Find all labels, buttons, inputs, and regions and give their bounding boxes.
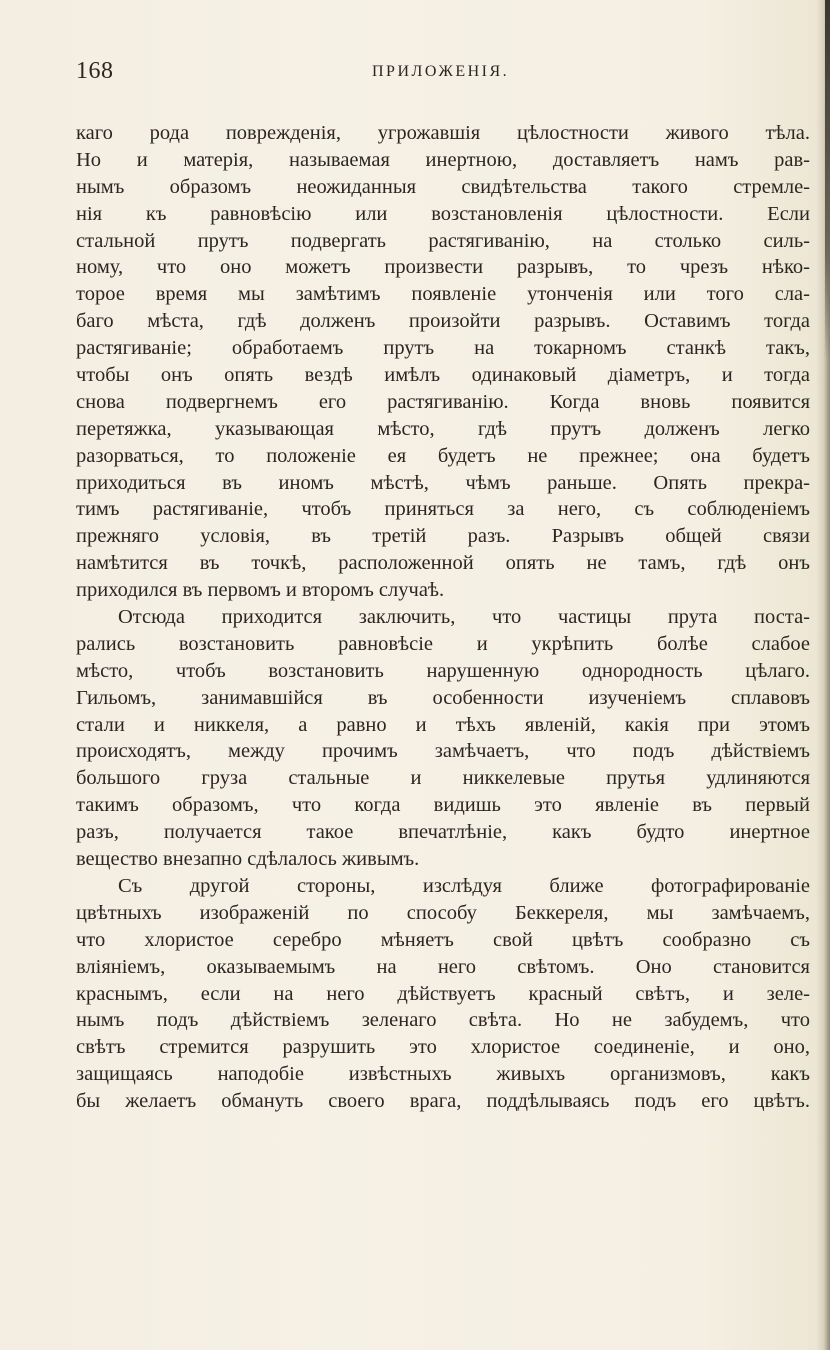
- text-line-paragraph-end: приходился въ первомъ и второмъ случаѣ.: [76, 579, 445, 602]
- text-line: нымъ образомъ неожиданныя свидѣтельства такого стремле-: [76, 175, 810, 198]
- text-line: разорваться, то положеніе ея будетъ не прежнее; она будетъ: [76, 444, 810, 467]
- body-text: [76, 120, 810, 1115]
- text-line: краснымъ, если на него дѣйствуетъ красный свѣтъ, и зеле-: [76, 982, 810, 1005]
- text-line-paragraph-start: Отсюда приходится заключить, что частицы прута поста-: [118, 606, 810, 629]
- text-line: тимъ растягиваніе, чтобъ приняться за него, съ соблюденіемъ: [76, 498, 810, 521]
- text-line: цвѣтныхъ изображеній по способу Беккереля, мы замѣчаемъ,: [76, 901, 810, 924]
- text-line: происходятъ, между прочимъ замѣчаетъ, что подъ дѣйствіемъ: [76, 740, 810, 763]
- text-line: чтобы онъ опять вездѣ имѣлъ одинаковый діаметръ, и тогда: [76, 364, 810, 387]
- text-line: такимъ образомъ, что когда видишь это явленіе въ первый: [76, 794, 810, 817]
- text-line: каго рода поврежденія, угрожавшія цѣлостности живого тѣла.: [76, 122, 810, 144]
- text-line: вліяніемъ, оказываемымъ на него свѣтомъ. Оно становится: [76, 955, 810, 978]
- text-line: приходиться въ иномъ мѣстѣ, чѣмъ раньше. Опять прекра-: [76, 471, 810, 494]
- text-line: снова подвергнемъ его растягиванію. Когда вновь появится: [76, 390, 810, 413]
- text-line: защищаясь наподобіе извѣстныхъ живыхъ организмовъ, какъ: [76, 1063, 810, 1086]
- text-line: прежняго условія, въ третій разъ. Разрывъ общей связи: [76, 525, 810, 548]
- text-line: Но и матерія, называемая инертною, доставляетъ намъ рав-: [76, 148, 810, 171]
- text-line: нія къ равновѣсію или возстановленія цѣлостности. Если: [76, 202, 810, 225]
- text-line: стали и никкеля, а равно и тѣхъ явленій, какія при этомъ: [76, 713, 810, 736]
- text-line: баго мѣста, гдѣ долженъ произойти разрывъ. Оставимъ тогда: [76, 310, 810, 333]
- text-line: нымъ подъ дѣйствіемъ зеленаго свѣта. Но не забудемъ, что: [76, 1009, 810, 1032]
- page-header: [76, 56, 816, 88]
- text-line: намѣтится въ точкѣ, расположенной опять не тамъ, гдѣ онъ: [76, 552, 810, 575]
- text-line: мѣсто, чтобъ возстановить нарушенную однородность цѣлаго.: [76, 659, 810, 682]
- text-line: большого груза стальные и никкелевые прутья удлиняются: [76, 767, 810, 790]
- page-number: 168: [76, 58, 114, 84]
- text-line: рались возстановить равновѣсіе и укрѣпить болѣе слабое: [76, 632, 810, 655]
- text-line-paragraph-end: вещество внезапно сдѣлалось живымъ.: [76, 848, 420, 871]
- text-line: растягиваніе; обработаемъ прутъ на токарномъ станкѣ такъ,: [76, 337, 810, 360]
- binding-edge: [825, 0, 830, 360]
- text-line: торое время мы замѣтимъ появленіе утонченія или того сла-: [76, 283, 810, 306]
- text-line: свѣтъ стремится разрушить это хлористое соединеніе, и оно,: [76, 1036, 810, 1059]
- running-head: ПРИЛОЖЕНІЯ.: [372, 63, 510, 80]
- text-line-paragraph-start: Съ другой стороны, изслѣдуя ближе фотографированіе: [118, 874, 810, 897]
- text-line: бы желаетъ обмануть своего врага, поддѣлываясь подъ его цвѣтъ.: [76, 1090, 810, 1113]
- text-line: стальной прутъ подвергать растягиванію, на столько силь-: [76, 229, 810, 252]
- text-line: ному, что оно можетъ произвести разрывъ, то чрезъ нѣко-: [76, 256, 810, 279]
- text-line: что хлористое серебро мѣняетъ свой цвѣтъ сообразно съ: [76, 928, 810, 951]
- text-line: разъ, получается такое впечатлѣніе, какъ будто инертное: [76, 821, 810, 844]
- text-line: перетяжка, указывающая мѣсто, гдѣ прутъ долженъ легко: [76, 417, 810, 440]
- text-line: Гильомъ, занимавшійся въ особенности изученіемъ сплавовъ: [76, 686, 810, 709]
